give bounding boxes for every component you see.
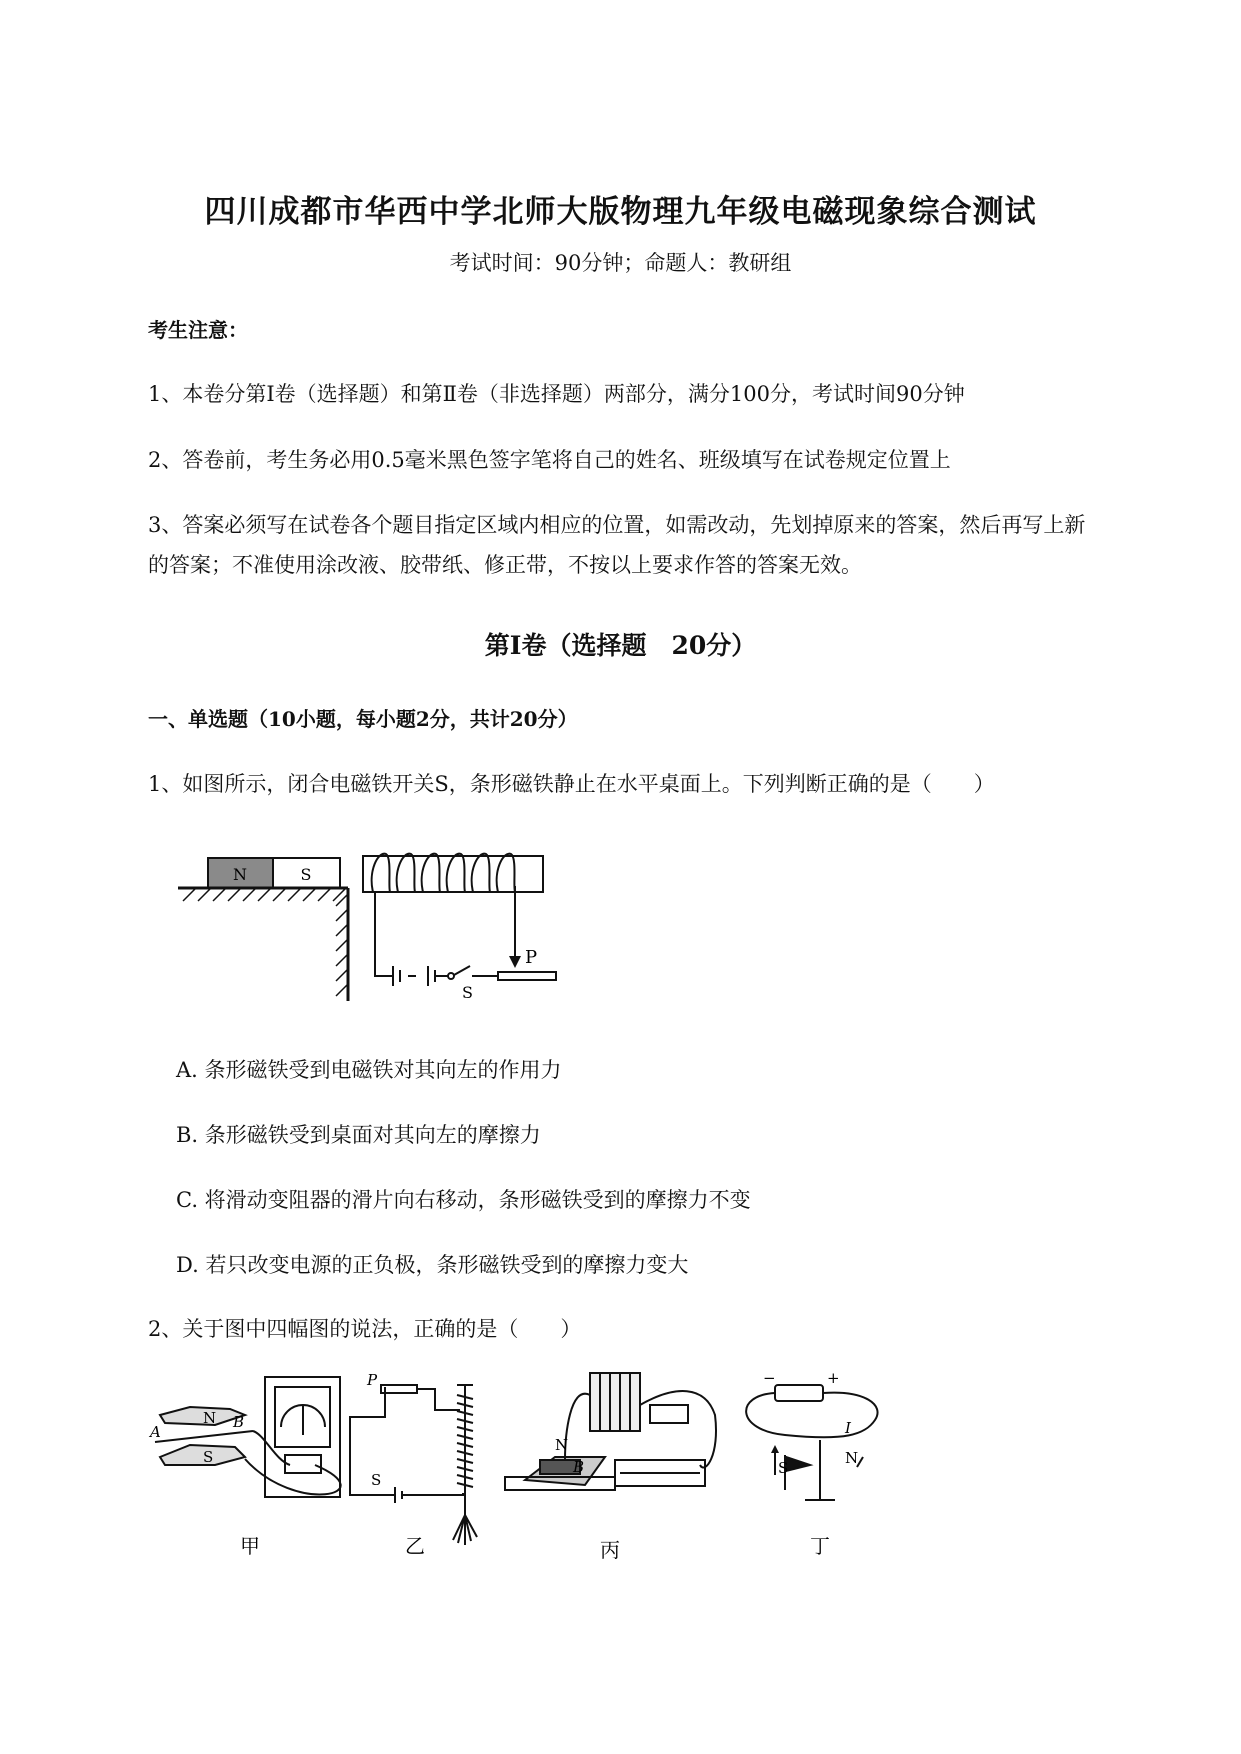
figure-ding (746, 1385, 877, 1500)
page-title: 四川成都市华西中学北师大版物理九年级电磁现象综合测试 (204, 194, 1037, 230)
part-heading: 一、单选题（10小题，每小题2分，共计20分） (148, 707, 578, 731)
notice-item-continuation: 的答案；不准使用涂改液、胶带纸、修正带，不按以上要求作答的答案无效。 (148, 553, 862, 577)
ding-n-label: N (845, 1449, 859, 1467)
ding-minus-label: − (763, 1369, 776, 1387)
ding-i-label: I (845, 1419, 851, 1437)
magnet-n-label: N (233, 865, 247, 884)
question-1-option-b[interactable]: B. 条形磁铁受到桌面对其向左的摩擦力 (176, 1123, 541, 1147)
ding-plus-label: + (827, 1369, 840, 1387)
notice-item: 1、本卷分第Ⅰ卷（选择题）和第Ⅱ卷（非选择题）两部分，满分100分，考试时间90分钟 (148, 382, 965, 406)
label-ding: 丁 (810, 1534, 830, 1558)
jia-a-label: A (150, 1423, 161, 1441)
label-bing: 丙 (600, 1538, 620, 1562)
notice-item: 2、答卷前，考生务必用0.5毫米黑色签字笔将自己的姓名、班级填写在试卷规定位置上 (148, 448, 951, 472)
magnet-s-label: S (300, 865, 312, 884)
figure-jia (155, 1377, 341, 1497)
bing-b-label: B (573, 1458, 585, 1476)
figure-bing (505, 1373, 716, 1490)
question-1-option-c[interactable]: C. 将滑动变阻器的滑片向右移动，条形磁铁受到的摩擦力不变 (176, 1188, 751, 1212)
question-1-stem: 1、如图所示，闭合电磁铁开关S，条形磁铁静止在水平桌面上。下列判断正确的是（ ） (148, 772, 995, 796)
ding-s-label: S (778, 1459, 789, 1477)
switch-s-label: S (462, 983, 473, 1002)
exam-info: 考试时间：90分钟；命题人：教研组 (449, 251, 792, 275)
question-1-option-d[interactable]: D. 若只改变电源的正负极，条形磁铁受到的摩擦力变大 (176, 1253, 689, 1277)
section-title: 第Ⅰ卷（选择题 20分） (484, 631, 757, 660)
bing-n-label: N (555, 1436, 569, 1454)
question-1-figure (178, 846, 598, 1006)
slider-p-label: P (525, 947, 538, 968)
question-2-stem: 2、关于图中四幅图的说法，正确的是（ ） (148, 1317, 582, 1341)
jia-s-label: S (203, 1448, 214, 1466)
label-jia: 甲 (240, 1534, 260, 1558)
notice-item: 3、答案必须写在试卷各个题目指定区域内相应的位置，如需改动，先划掉原来的答案，然后再写上新 (148, 513, 1086, 537)
figure-yi (350, 1385, 477, 1545)
label-yi: 乙 (405, 1534, 425, 1558)
question-1-option-a[interactable]: A. 条形磁铁受到电磁铁对其向左的作用力 (176, 1058, 562, 1082)
notice-heading: 考生注意： (148, 318, 248, 342)
question-2-figures (145, 1365, 1005, 1565)
yi-p-label: P (367, 1371, 378, 1389)
yi-s-label: S (371, 1471, 382, 1489)
jia-n-label: N (203, 1409, 217, 1427)
jia-b-label: B (233, 1413, 245, 1431)
